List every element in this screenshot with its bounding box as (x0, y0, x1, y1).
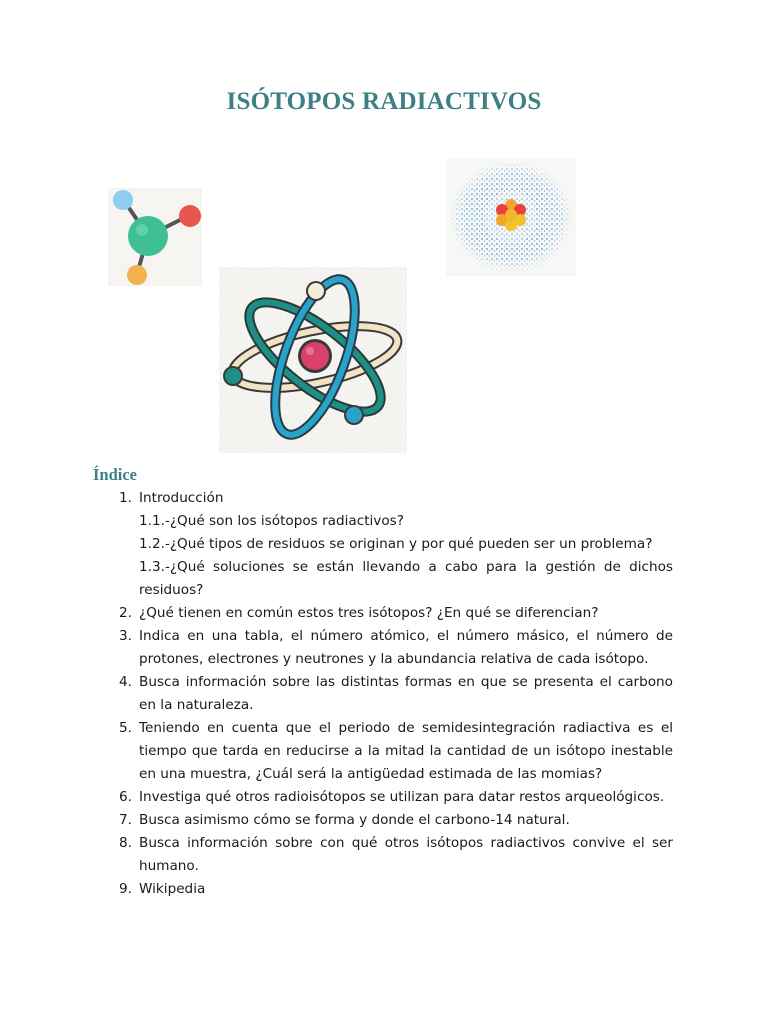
toc-subitem-1-3: 1.3.-¿Qué soluciones se están llevando a cabo para la gestión de dichos residuos? (139, 559, 673, 598)
toc-item-9 (110, 878, 673, 901)
toc-item-number: 7. (119, 812, 132, 828)
toc-item-2 (110, 602, 673, 625)
toc-item-number: 5. (119, 720, 132, 736)
toc-item-6 (110, 786, 673, 809)
molecule-illustration (108, 188, 202, 286)
atom-orbit-illustration (219, 267, 407, 453)
toc-item-text: Teniendo en cuenta que el periodo de semidesintegración radiactiva es el tiempo que tarda en reducirse a la mitad la cantidad de un isótopo inestable en una muestra, ¿Cuál será la antigüedad estimada de las momias? (139, 720, 673, 782)
toc-item-number: 1. (119, 490, 132, 506)
toc-item-5 (110, 717, 673, 786)
toc-item-text: Indica en una tabla, el número atómico, el número másico, el número de protones, electrones y neutrones y la abundancia relativa de cada isótopo. (139, 628, 673, 667)
toc-item-text: Investiga qué otros radioisótopos se utilizan para datar restos arqueológicos. (139, 789, 665, 805)
index-heading: Índice (93, 465, 138, 484)
toc-item-number: 2. (119, 605, 132, 621)
toc-item-text: Busca información sobre las distintas formas en que se presenta el carbono en la naturaleza. (139, 674, 673, 713)
table-of-contents (110, 487, 673, 901)
toc-item-1 (110, 487, 673, 510)
toc-item-number: 8. (119, 835, 132, 851)
toc-item-text: Wikipedia (139, 881, 206, 897)
toc-item-number: 9. (119, 881, 132, 897)
toc-item-text: Introducción (139, 490, 224, 506)
toc-item-3 (110, 625, 673, 671)
toc-item-7 (110, 809, 673, 832)
toc-item-text: ¿Qué tienen en común estos tres isótopos? ¿En qué se diferencian? (139, 605, 599, 621)
toc-item-8 (110, 832, 673, 878)
toc-item-number: 6. (119, 789, 132, 805)
toc-subitem-1-1: 1.1.-¿Qué son los isótopos radiactivos? (139, 513, 404, 529)
toc-item-4 (110, 671, 673, 717)
electron-cloud-illustration (446, 158, 576, 276)
toc-item-number: 4. (119, 674, 132, 690)
toc-item-number: 3. (119, 628, 132, 644)
toc-item-text: Busca información sobre con qué otros isótopos radiactivos convive el ser humano. (139, 835, 673, 874)
toc-item-text: Busca asimismo cómo se forma y donde el carbono-14 natural. (139, 812, 570, 828)
toc-subitem-1-2: 1.2.-¿Qué tipos de residuos se originan y por qué pueden ser un problema? (139, 536, 653, 552)
document-title: ISÓTOPOS RADIACTIVOS (226, 88, 542, 115)
